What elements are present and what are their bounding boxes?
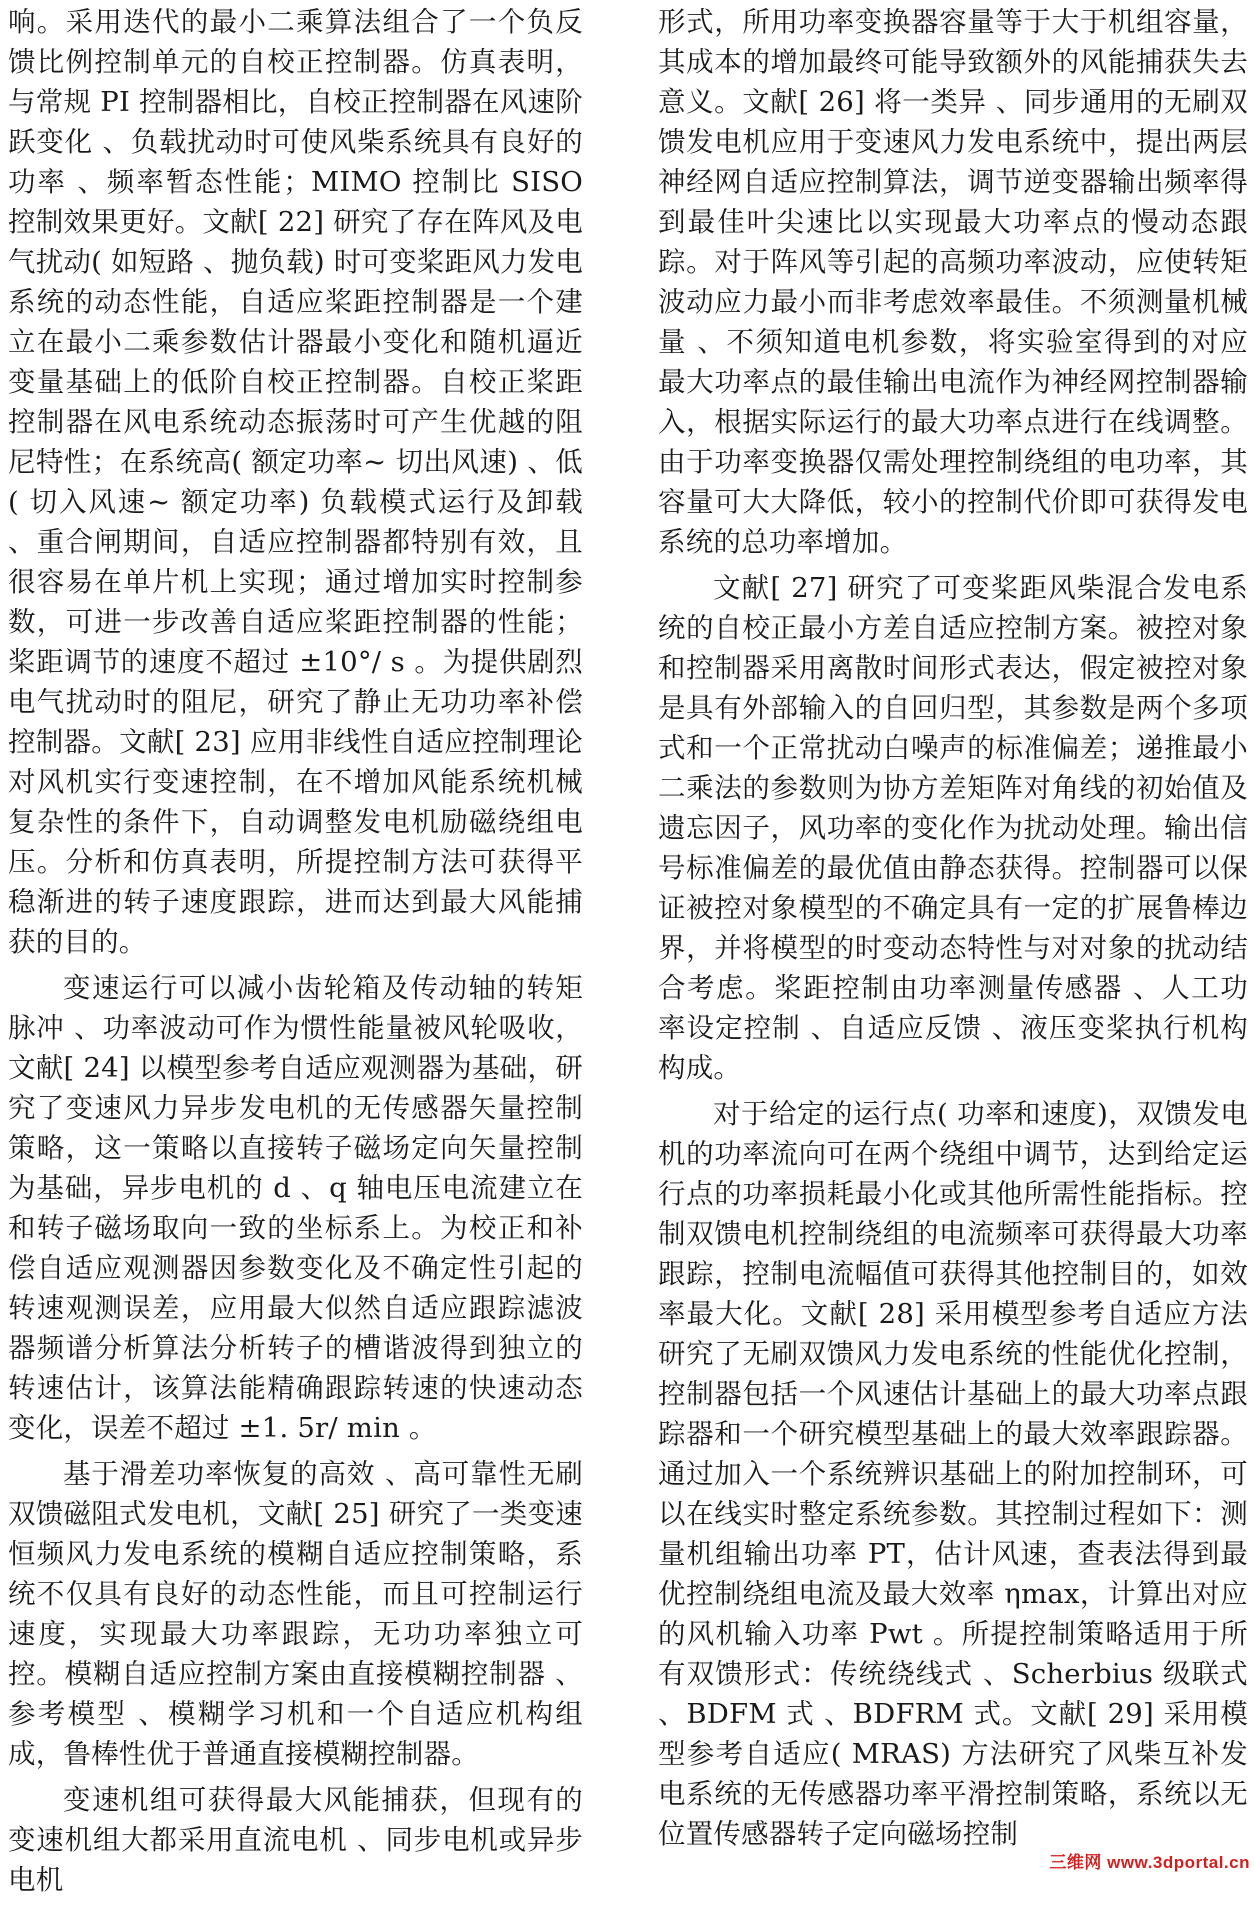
paragraph: 变速机组可获得最大风能捕获，但现有的变速机组大都采用直流电机 、同步电机或异步电机: [8, 1784, 583, 1896]
paragraph: 对于给定的运行点( 功率和速度)，双馈发电机的功率流向可在两个绕组中调节，达到给定运行点的功率损耗最小化或其他所需性能指标。控制双馈电机控制绕组的电流频率可获得最大功率跟踪，控制电流幅值可获得其他控制目的，如效率最大化。文献[ 28] 采用模型参考自适应方法研究了无刷双馈风力发电系统的性能优化控制，控制器包括一个风速估计基础上的最大功率点跟踪器和一个研究模型基础上的最大效率跟踪器。通过加入一个系统辨识基础上的附加控制环，可以在线实时整定系统参数。其控制过程如下：测量机组输出功率 PT，估计风速，查表法得到最优控制绕组电流及最大效率 ηmax，计算出对应的风机输入功率 Pwt 。所提控制策略适用于所有双馈形式：传统绕线式 、Scherbius 级联式 、BDFM 式 、BDFRM 式。文献[ 29] 采用模型参考自适应( MRAS) 方法研究了风柴互补发电系统的无传感器功率平滑控制策略，系统以无位置传感器转子定向磁场控制: [658, 1098, 1248, 1850]
paragraph: 响。采用迭代的最小二乘算法组合了一个负反馈比例控制单元的自校正控制器。仿真表明，与常规 PI 控制器相比，自校正控制器在风速阶跃变化 、负载扰动时可使风柴系统具有良好的功率 、频率暂态性能；MIMO 控制比 SISO 控制效果更好。文献[ 22] 研究了存在阵风及电气扰动( 如短路 、抛负载) 时可变桨距风力发电系统的动态性能，自适应桨距控制器是一个建立在最小二乘参数估计器最小变化和随机逼近变量基础上的低阶自校正控制器。自校正桨距控制器在风电系统动态振荡时可产生优越的阻尼特性；在系统高( 额定功率~ 切出风速) 、低( 切入风速~ 额定功率) 负载模式运行及卸载 、重合闸期间，自适应控制器都特别有效，且很容易在单片机上实现；通过增加实时控制参数，可进一步改善自适应桨距控制器的性能；桨距调节的速度不超过 ±10°/ s 。为提供剧烈电气扰动时的阻尼，研究了静止无功功率补偿控制器。文献[ 23] 应用非线性自适应控制理论对风机实行变速控制，在不增加风能系统机械复杂性的条件下，自动调整发电机励磁绕组电压。分析和仿真表明，所提控制方法可获得平稳渐进的转子速度跟踪，进而达到最大风能捕获的目的。: [8, 6, 583, 958]
paragraph: 文献[ 27] 研究了可变桨距风柴混合发电系统的自校正最小方差自适应控制方案。被控对象和控制器采用离散时间形式表达，假定被控对象是具有外部输入的自回归型，其参数是两个多项式和一个正常扰动白噪声的标准偏差；递推最小二乘法的参数则为协方差矩阵对角线的初始值及遗忘因子，风功率的变化作为扰动处理。输出信号标准偏差的最优值由静态获得。控制器可以保证被控对象模型的不确定具有一定的扩展鲁棒边界，并将模型的时变动态特性与对对象的扰动结合考虑。桨距控制由功率测量传感器 、人工功率设定控制 、自适应反馈 、液压变桨执行机构构成。: [658, 572, 1248, 1084]
paragraph: 形式，所用功率变换器容量等于大于机组容量，其成本的增加最终可能导致额外的风能捕获失去意义。文献[ 26] 将一类异 、同步通用的无刷双馈发电机应用于变速风力发电系统中，提出两层神经网自适应控制算法，调节逆变器输出频率得到最佳叶尖速比以实现最大功率点的慢动态跟踪。对于阵风等引起的高频功率波动，应使转矩波动应力最小而非考虑效率最佳。不须测量机械量 、不须知道电机参数，将实验室得到的对应最大功率点的最佳输出电流作为神经网控制器输入，根据实际运行的最大功率点进行在线调整。由于功率变换器仅需处理控制绕组的电功率，其容量可大大降低，较小的控制代价即可获得发电系统的总功率增加。: [658, 6, 1248, 558]
right-column: [658, 2, 1248, 1860]
left-column: [8, 2, 583, 1906]
paragraph: 变速运行可以减小齿轮箱及传动轴的转矩脉冲 、功率波动可作为惯性能量被风轮吸收，文献[ 24] 以模型参考自适应观测器为基础，研究了变速风力异步发电机的无传感器矢量控制策略，这一策略以直接转子磁场定向矢量控制为基础，异步电机的 d 、q 轴电压电流建立在和转子磁场取向一致的坐标系上。为校正和补偿自适应观测器因参数变化及不确定性引起的转速观测误差，应用最大似然自适应跟踪滤波器频谱分析算法分析转子的槽谐波得到独立的转速估计，该算法能精确跟踪转速的快速动态变化，误差不超过 ±1. 5r/ min 。: [8, 972, 583, 1444]
paragraph: 基于滑差功率恢复的高效 、高可靠性无刷双馈磁阻式发电机，文献[ 25] 研究了一类变速恒频风力发电系统的模糊自适应控制策略，系统不仅具有良好的动态性能，而且可控制运行速度，实现最大功率跟踪，无功功率独立可控。模糊自适应控制方案由直接模糊控制器 、参考模型 、模糊学习机和一个自适应机构组成，鲁棒性优于普通直接模糊控制器。: [8, 1458, 583, 1770]
site-watermark: 三维网 www.3dportal.cn: [1049, 1853, 1250, 1872]
